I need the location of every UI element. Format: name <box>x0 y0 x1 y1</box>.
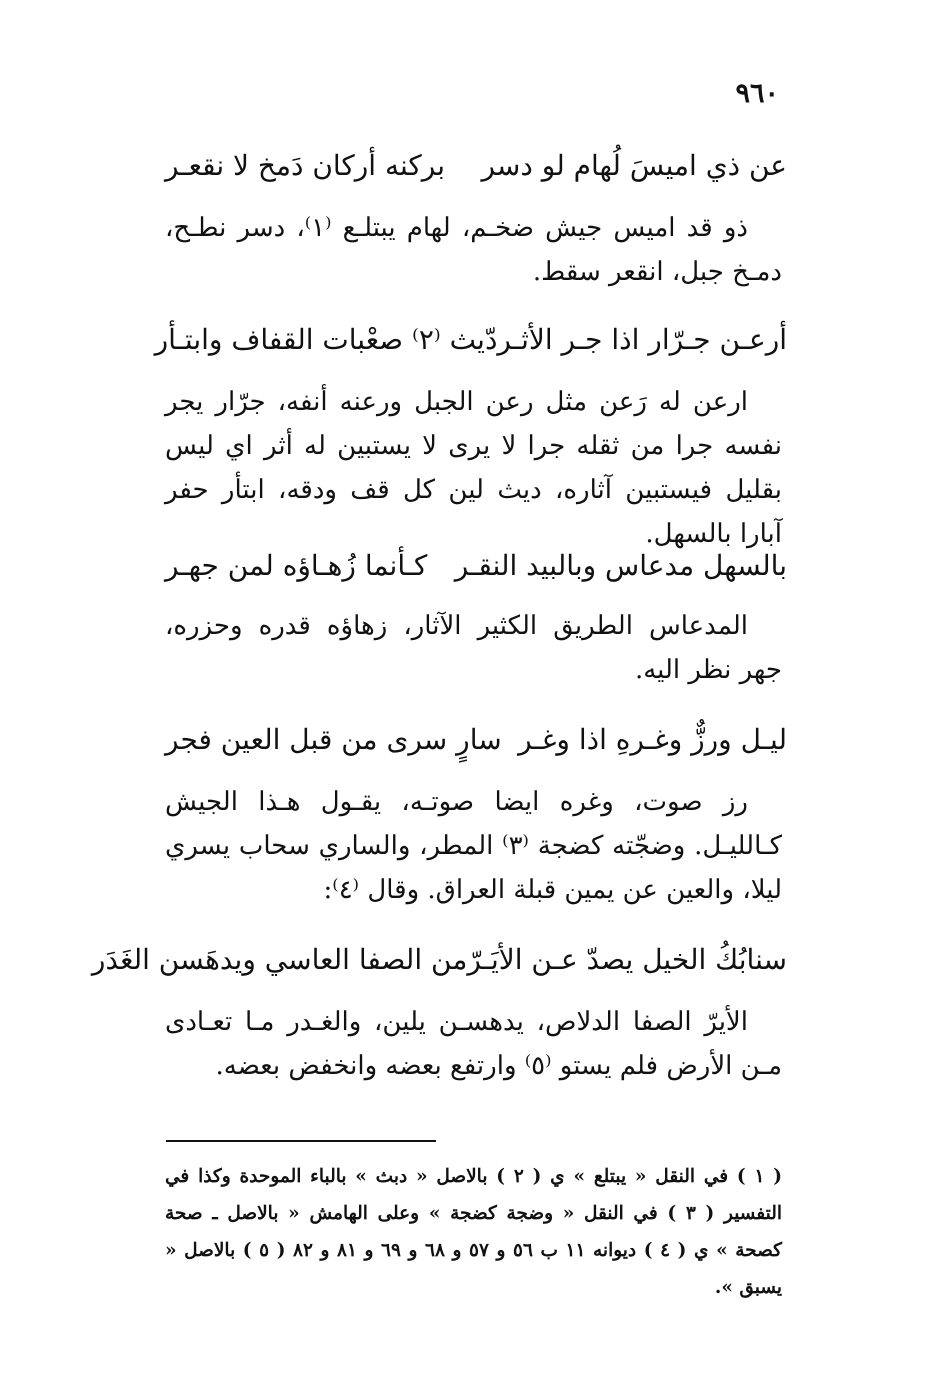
verse-hemistich-left: كـأنما زُهـاؤه لمن جهـر <box>165 549 428 582</box>
verse-line <box>165 546 787 586</box>
verse-line <box>165 146 787 186</box>
verse-hemistich-right: سنابُكُ الخيل يصدّ عـن الأيَـرّ <box>467 943 787 976</box>
verse-hemistich-right: ليـل ورزٌّ وغـرهِ اذا وغـر <box>518 723 787 756</box>
verse-line <box>165 720 787 760</box>
verse-line <box>154 320 787 360</box>
verse-line <box>91 940 787 980</box>
gloss-paragraph: ارعن له رَعن مثل رعن الجبل ورعنه أنفه، جرّار يجر نفسه جرا من ثقله جرا لا يرى لا يستبين له أثر اي ليس بقليل فيستبين آثاره، ديث لين كل قف ودقه، ابتأر حفر آبارا بالسهل. <box>165 387 782 549</box>
verse-hemistich-left: من الصفا العاسي ويدهَسن الغَدَر <box>91 943 468 976</box>
gloss-paragraph: الأيرّ الصفا الدلاص، يدهسـن يلين، والغـدر مـا تعـادى مـن الأرض فلم يستو ⁽٥⁾ وارتفع بعضه وانخفض بعضه. <box>165 1007 782 1081</box>
gloss-paragraph: رز صوت، وغره ايضا صوتـه، يقـول هـذا الجيش كـالليـل. وضجّته كضجة ⁽٣⁾ المطر، والساري سحاب يسري ليلا، والعين عن يمين قبلة العراق. وقال ⁽٤⁾: <box>165 787 782 905</box>
verse-hemistich-left: دّيث ⁽٢⁾ صعْبات القفاف وابتـأر <box>154 323 498 356</box>
verse-hemistich-right: أرعـن جـرّار اذا جـر الأثـر <box>497 323 787 356</box>
verse-hemistich-right: عن ذي اميسَ لُهام لو دسر <box>481 149 787 182</box>
footnote-separator <box>166 1140 436 1142</box>
verse-hemistich-left: سارٍ سرى من قبل العين فجر <box>165 723 502 756</box>
gloss-paragraph: ذو قد اميس جيش ضخـم، لهام يبتلـع ⁽١⁾، دسر نطـح، دمـخ جبل، انقعر سقط. <box>165 213 782 287</box>
footnotes: ( ١ ) في النقل « يبتلع » ي ( ٢ ) بالاصل « دبث » بالباء الموحدة وكذا في التفسير ( ٣ ) في النقل « وضجة كضجة » وعلى الهامش « بالاصل ـ صحة كصحة » ي ( ٤ ) ديوانه ١١ ب ٥٦ و ٥٧ و ٦٨ و ٦٩ و ٨١ و ٨٢ ( ٥ ) بالاصل « يسبق ». <box>165 1166 782 1298</box>
verse-hemistich-left: بركنه أركان دَمخ لا نقعـر <box>165 149 445 182</box>
verse-hemistich-right: بالسهل مدعاس وبالبيد النقـر <box>454 549 787 582</box>
page-number: ٩٦٠ <box>735 78 779 109</box>
gloss-paragraph: المدعاس الطريق الكثير الآثار، زهاؤه قدره وحزره، جهر نظر اليه. <box>165 611 782 685</box>
